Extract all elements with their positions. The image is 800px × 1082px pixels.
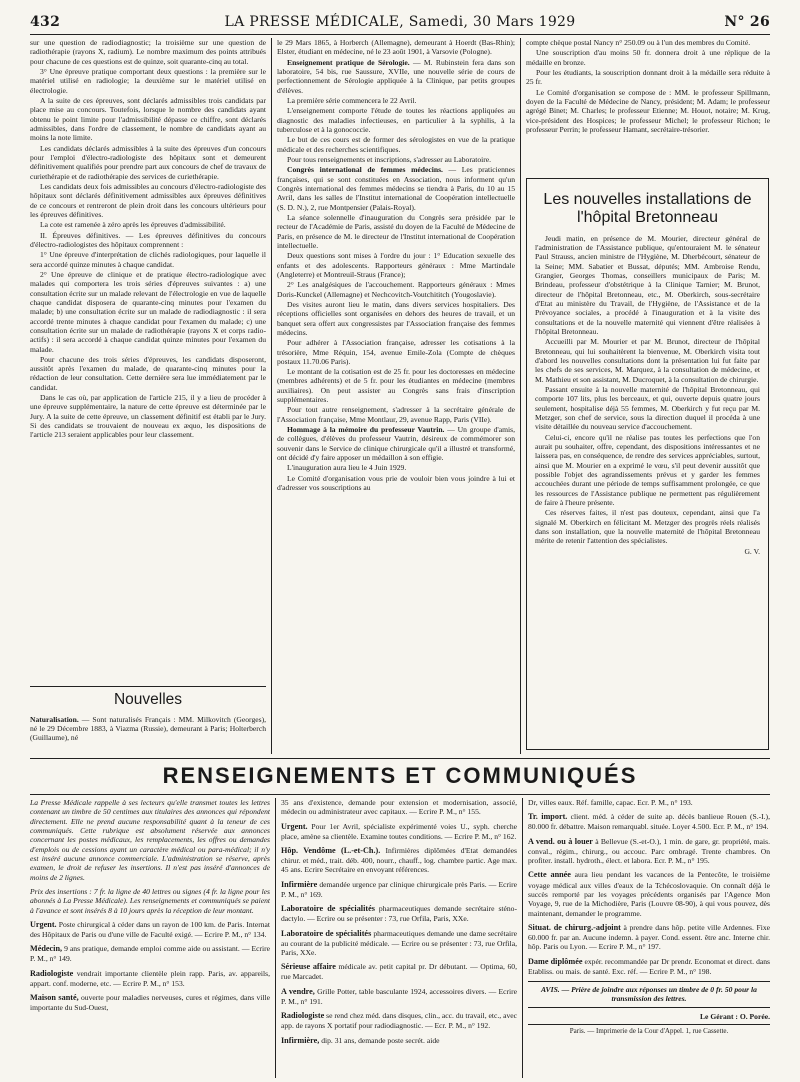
paragraph: le 29 Mars 1865, à Horberch (Allemagne), demeurant à Hoerdt (Bas-Rhin); Elster, étudiant en médecine, né le 23 août 1901, à Varsovie (Pologne). [277,38,515,57]
ad-text: expér. recommandée par Dr prendr. Economat et direct. dans Etabliss. ou mais. de santé. Exc. réf. — Ecrire P. M., n° 198. [528,956,770,976]
paragraph: Ces réserves faites, il n'est pas douteux, cependant, ainsi que l'a signalé M. Oberkirch en félicitant M. Metzger des progrès réels réalisés dans son installation, que la nouvelle maternité de l'hôpital Bretonneau mérite de retenir l'attention des spécialistes. [535,508,760,546]
paragraph: Jeudi matin, en présence de M. Mourier, directeur général de l'administration de l'Assistance publique, qu'entouraient M. le sénateur Paul Strauss, ancien ministre de l'Hygiène, M. Dherbécourt, sénateur de la Seine; MM. Sabatier et Bussat, députés; MM. Ambroise Rendu, Grangier, Georges Thomas, conseillers municipaux de Paris; M. Brindeau, professeur d'obstétrique à la Clinique Tarnier; M. Brunot, directeur de l'hôpital Bretonneau, etc., M. Oberkirch, sous-secrétaire d'Etat au ministère du Travail, de l'Hygiène, de l'Assistance et de la Prévoyance sociales, a procédé à l'inauguration et à la visite des consultations et de la nouvelle maternité qui viennent d'être réalisées à l'hôpital Bretonneau. [535,233,760,337]
top-column-1 [30,38,266,686]
ad-lead: A vend. ou à louer [528,836,593,846]
paragraph: Dans le cas où, par application de l'article 215, il y a lieu de procéder à une épreuve supplémentaire, la nature de cette épreuve est déterminée par le Jury. A la suite de cette épreuve, un classement définitif est établi par le Jury. Si des candidats se trouvaient de nouveau ex æquo, les dispositions de l'article 213 seraient applicables pour leur classement. [30,393,266,440]
ad-text: pharmaceutiques demande une dame secrétaire au courant de la publicité médicale. — Ecrire ou se présenter : 73, rue Orfila, Paris, XXe. [281,928,517,958]
classified-ad [281,798,517,817]
classified-ad [30,969,270,988]
column-divider-2 [520,38,521,754]
serologie-section [277,58,515,95]
ads-list-3 [528,798,770,976]
ads-column-2 [281,798,517,1078]
top-column-3 [526,38,770,176]
paragraph: La séance solennelle d'inauguration du Congrès sera présidée par le recteur de l'Académie de Paris, assisté du doyen de la Faculté de Médecine de Paris, en présence de M. le directeur de l'Institut international de Coopération intellectuelle. [277,212,515,250]
vautrin-section-heading: Hommage à la mémoire du professeur Vautrin. [287,425,445,435]
ad-lead: Tr. import. [528,812,568,822]
nouvelles-section [30,686,266,756]
ad-text: Pour 1er Avril, spécialiste expérimenté voies U., syph. cherche place, amène sa clientèle. Examine toutes conditions. — Ecrire P. M., n° 162. [281,821,517,841]
gerant-signature: Le Gérant : O. Porée. [699,1011,770,1021]
serologie-section-heading: Enseignement pratique de Sérologie. [287,57,410,67]
ad-lead: Dame diplômée [528,956,583,966]
classified-ad [281,987,517,1006]
paragraph: 2° Une épreuve de clinique et de pratique électro-radiologique avec malades qui comportera les trois séries d'épreuves suivantes : a) une consultation écrite sur un malade relevant de l'électrologie en vue de laquelle chaque candidat disposera de quarante-cinq minutes pour l'examen du malade; b) une consultation écrite sur un malade de radiodiagnostic : il sera accordé trente minutes à chaque candidat pour l'examen du malade; c) une consultation écrite sur un malade de radiothérapie (rayons X et corps radio-actifs) : il sera accordé à chaque candidat quinze minutes pour l'examen du malade. [30,269,266,354]
ads-divider-1 [275,798,276,1078]
classified-ad [281,904,517,923]
page-number: 432 [30,14,61,30]
ad-text: demandée urgence par clinique chirurgicale près Paris. — Ecrire P. M., n° 169. [281,879,517,899]
ad-text: Dr, villes eaux. Réf. famille, capac. Ecr. P. M., n° 193. [528,798,693,807]
paragraph: Le montant de la cotisation est de 25 fr. pour les doctoresses en médecine (membres adhérents) et de 5 fr. pour les étudiantes en médecine (membres auxiliaires). On peut assister au Congrès sans frais d'inscription supplémentaires. [277,367,515,405]
banner-top-rule [30,758,770,759]
paragraph: A la suite de ces épreuves, sont déclarés admissibles trois candidats par place mise au concours. Toutefois, lorsque le nombre des candidats ayant obtenu le point limite pour l'admissibilité dépasse ce chiffre, sont déclarés admissibles, dans l'ordre de classement, le nombre de candidats ayant au moins la note limite. [30,95,266,143]
nouvelles-top-rule [30,686,266,687]
classified-ad [281,962,517,981]
article-signature: G. V. [744,546,760,556]
paragraph: sur une question de radiodiagnostic; la troisième sur une question de radiothérapie (rayons X, radium). Le nombre maximum des points attribués pour chacune de ces questions est de quinze, soit quarante-cinq au total. [30,38,266,66]
classified-ad [528,870,770,917]
paragraph: Le but de ces cours est de former des sérologistes en vue de la pratique médicale et des recherches scientifiques. [277,135,515,154]
ad-lead: Maison santé, [30,993,79,1003]
banner-bottom-rule [30,794,770,795]
ad-text: se rend chez méd. dans disques, clin., acc. du travail, etc., avec app. de rayons X portatif pour radiodiagnostic. — Ecr. P. M., n° 192. [281,1011,517,1031]
bretonneau-title: Les nouvelles installations de l'hôpital Bretonneau [543,191,752,227]
paragraph: Deux questions sont mises à l'ordre du jour : 1° Education sexuelle des enfants et des adolescents. Rapporteurs généraux : Mme Martindale (Angleterre) et Montreuil-Straus (France); [277,251,515,279]
ad-text: Grille Potter, table basculante 1924, accessoires divers. — Ecrire P. M., n° 191. [281,986,517,1006]
paragraph: Le Comité d'organisation vous prie de vouloir bien vous joindre à lui et d'adresser vos souscriptions au [277,473,515,493]
paragraph: Accueilli par M. Mourier et par M. Brunot, directeur de l'hôpital Bretonneau, qui lui souhaitèrent la bienvenue, M. Oberkirch visita tout d'abord les nouvelles consultations dont la présentation lui fut faite par les chefs de ses services, M. Marquez, à la consultation de médecine, et M. Mathieu et son assistant, M. Ducroquet, à la consultation de chirurgie. [535,337,760,384]
naturalisation-heading: Naturalisation. [30,714,79,724]
classified-ad [281,929,517,958]
paragraph: 1° Une épreuve d'interprétation de clichés radiologiques, pour laquelle il sera accordé quinze minutes à chaque candidat. [30,250,266,269]
paragraph: La première série commencera le 22 Avril. [287,95,417,105]
ads-column-1 [30,798,270,1078]
paragraph: Le Comité d'organisation se compose de : MM. le professeur Spillmann, doyen de la Faculté de Médecine de Nancy, président; M. Adam; le professeur agrégé Binet; M. Charles; le professeur Etienne; M. Houot, notaire; M. Krug, vice-président des Hospices; le professeur Michel; le professeur Richon; le professeur Perrin; le professeur Hamant, secrétaire-trésorier. [526,87,770,134]
classified-ad [281,822,517,841]
avis-box [528,981,770,1008]
ad-lead: A vendre, [281,986,315,996]
ad-lead: Hôp. Vendôme (L.-et-Ch.). [281,846,381,856]
ad-text: aura lieu pendant les vacances de la Pentecôte, le troisième voyage médical aux villes d'eaux de la Tchécoslovaquie. On connaît déjà le succès remporté par les voyages précédents organisés par l'Agence Mon Voyage, 9, rue de la Michodière, Paris (Louvre 08-90), à qui vous pouvez, dès maintenant, demander le programme. [528,870,770,918]
ad-lead: Cette année [528,870,571,880]
serologie-section-text: — M. Rubinstein fera dans son laboratoire, 54 bis, rue Saussure, XVIIe, une nouvelle série de cours de perfectionnement de Sérologie appliquée à la Clinique, par petits groupes d'élèves. [277,57,515,95]
paragraph: II. Épreuves définitives. — Les épreuves définitives du concours d'électro-radiologistes des hôpitaux comprennent : [30,230,266,249]
paragraph: Des visites auront lieu le matin, dans divers services hospitaliers. Des réceptions officielles sont organisées en dehors des heures de travail, et un banquet sera offert aux congressistes par l'Association française des femmes médecins. [277,299,515,337]
paragraph: Passant ensuite à la nouvelle maternité de l'hôpital Bretonneau, qui comporte 107 lits, plus les berceaux, et qui, ouverte depuis quatre jours seulement, hospitalise déjà 55 femmes, M. Oberkirch y fut reçu par M. Metzger, son chef de service, sous la direction duquel il procéda à une visite détaillée du nouveau service d'accouchement. [535,385,760,432]
top-column-2 [277,38,515,756]
paragraph: Pour tous renseignements et inscriptions, s'adresser au Laboratoire. [287,154,492,164]
page-header [30,10,770,32]
ads-column-3 [528,798,770,1078]
classified-ad [30,993,270,1012]
ad-text: à prendre dans hôp. petite ville Ardennes. Fixe 60.000 fr. par an. Aucune indemn. à payer. Cond. essent. être anc. Interne chir. hôp. Paris ou Lyon. — Ecrire P. M., n° 197. [528,922,770,952]
ad-text: Infirmières diplômées d'Etat demandées chirur. et méd., trait. déb. 400, nourr., chauff., log. chambre partic. Age max. 45 ans. Ecrire Secrétaire en envoyant références. [281,846,517,875]
ad-lead: Radiologiste [281,1011,325,1021]
ads-intro: La Presse Médicale rappelle à ses lecteurs qu'elle transmet toutes les lettres contenant un timbre de 50 centimes aux titulaires des annonces qui répondent directement. Elle ne prend aucune responsabilité quant à la teneur de ces communiqués. Cette rubrique est absolument réservée aux annonces concernant les postes médicaux, les remplacements, les offres ou demandes d'emplois ou de cessions ayant un caractère médical ou para-médical; il n'y est inséré aucune annonce commerciale. L'administration se réserve, après examen, le droit de refuser les insertions. Il n'est pas inséré d'annonces de moins de 2 lignes. [30,798,270,882]
congres-section-heading: Congrès international de femmes médecins. [287,165,443,175]
paragraph: Une souscription d'au moins 50 fr. donnera droit à une réplique de la médaille en bronze. [526,48,770,67]
paragraph: L'inauguration aura lieu le 4 Juin 1929. [287,463,407,473]
column-divider-1 [271,38,272,754]
ad-lead: Infirmière [281,879,318,889]
nouvelles-title: Nouvelles [113,691,183,708]
ad-text: 9 ans pratique, demande emploi comme aide ou assistant. — Ecrire P. M., n° 149. [30,944,270,964]
avis-notice: AVIS. — Prière de joindre aux réponses un timbre de 0 fr. 50 pour la transmission des lettres. [541,985,757,1004]
paragraph: Les candidats déclarés admissibles à la suite des épreuves d'un concours pour l'emploi d'électro-radiologiste des hôpitaux sont et demeurent définitivement qualifiés pour prendre part aux concours de chef de travaux de curiethérapie et de radiothérapie des services de curiethérapie. [30,143,266,181]
ads-list-2 [281,798,517,1046]
ads-list-1 [30,920,270,1013]
classified-ad [30,944,270,963]
paragraph: L'enseignement comporte l'étude de toutes les réactions appliquées au diagnostic des maladies infectieuses, en particulier à la syphilis, à la tuberculose et à la gonococcie. [277,106,515,134]
newspaper-title: LA PRESSE MÉDICALE, Samedi, 30 Mars 1929 [224,14,576,30]
vautrin-section-text: — Un groupe d'amis, de collègues, d'élèves du professeur Vautrin, désireux de commémorer son souvenir dans le Service de clinique chirurgicale qu'il a illustré et transformé, ont décidé d'y faire apposer un médaillon à son effigie. [277,425,515,463]
ad-lead: Radiologiste [30,968,74,978]
renseignements-banner: RENSEIGNEMENTS ET COMMUNIQUÉS [162,763,638,788]
classified-ad [528,798,770,807]
bretonneau-article [535,187,760,743]
classified-ad [281,846,517,875]
ad-lead: Laboratoire de spécialités [281,904,375,914]
bretonneau-article-box [526,178,769,750]
congres-section [277,165,515,212]
paragraph: Pour adhérer à l'Association française, adresser les cotisations à la trésorière, Mme Réquin, 154, avenue Emile-Zola (Compte de chèques postaux 11.70.06 Paris). [277,338,515,366]
ads-divider-2 [522,798,523,1078]
ad-lead: Médecin, [30,944,63,954]
ads-prices: Prix des insertions : 7 fr. la ligne de 40 lettres ou signes (4 fr. la ligne pour les abonnés à La Presse Médicale). Les renseignements et communiqués se paient à l'avance et sont insérés 8 à 10 jours après la réception de leur montant. [30,886,270,915]
ad-text: 35 ans d'existence, demande pour extension et modernisation, associé, médecin ou administrateur avec capitaux. — Ecrire P. M., n° 155. [281,798,517,817]
paragraph: Les candidats deux fois admissibles au concours d'électro-radiologiste des hôpitaux sont déclarés définitivement admissibles aux épreuves définitives de ce concours et rentreront de plein droit dans les concours ultérieurs pour les épreuves définitives. [30,181,266,219]
paragraph: 2° Les analgésiques de l'accouchement. Rapporteurs généraux : Mmes Doris-Kunckel (Allemagne) et Nechcovitch-Voutchititch (Yougoslavie). [277,280,515,299]
ad-lead: Urgent. [281,821,308,831]
congres-section-text: — Les praticiennes françaises, qui se sont constituées en Association, nous informent qu'un Congrès international des femmes médecins se tiendra à Paris, du 10 au 15 Avril, dans les salles de l'Institut international de Coopération intellectuelle (S. D. N.), 2, rue Montpensier (Palais-Royal). [277,165,515,212]
ad-text: dip. 31 ans, demande poste secrét. aide [321,1035,440,1045]
paragraph: La cote est ramenée à zéro après les épreuves d'admissibilité. [40,220,226,230]
classified-ad [528,812,770,831]
ad-lead: Laboratoire de spécialités [281,928,372,938]
ad-lead: Infirmière, [281,1035,320,1045]
ad-text: ouverte pour maladies nerveuses, cures et régimes, dans ville importante du Sud-Ouest, [30,993,270,1013]
issue-number: N° 26 [724,14,770,30]
classified-ad [281,1036,517,1046]
paragraph: 3° Une épreuve pratique comportant deux questions : la première sur le matériel utilisé en radiologie; la deuxième sur le matériel utilisé en électrologie. [30,66,266,95]
ad-text: à Bellevue (S.-et-O.), 1 min. de gare, gr. propriété, mais. conval., régim., chirurg., ou accouc. Parc ombragé. Trente chambres. On profiter. install. hydroth., élect. et labora. Ecr. P. M., n° 195. [528,836,770,866]
ad-text: vendrait importante clientèle plein rapp. Paris, av. appareils, appart. conf. moderne, etc. — Ecrire P. M., n° 153. [30,968,270,988]
classified-ad [528,957,770,976]
classified-ad [528,837,770,866]
printer-line: Paris. — Imprimerie de la Cour d'Appel. 1, rue Cassette. [528,1024,770,1036]
ad-lead: Sérieuse affaire [281,962,336,972]
ad-text: Poste chirurgical à céder dans un rayon de 100 km. de Paris. Internat des Hôpitaux de Paris ou d'une ville de Faculté exigé. — Ecrire P. M., n° 134. [30,919,270,940]
header-rule [30,34,770,35]
ad-text: médicale av. petit capital pr. Dr débutant. — Optima, 60, rue Marcadet. [281,962,517,982]
classified-ad [281,880,517,899]
ad-lead: Urgent. [30,919,57,929]
paragraph: Pour les étudiants, la souscription donnant droit à la médaille sera réduite à 25 fr. [526,67,770,87]
paragraph: Pour tout autre renseignement, s'adresser à la secrétaire générale de l'Association française, Mme Montlaur, 29, avenue Rapp, Paris (VIIe). [277,405,515,424]
ad-text: client. méd. à céder de suite ap. décès banlieue Rouen (S.-I.), 80.000 fr. débattre. Maison remarquabl. située. Loyer 4.500. Ecr. P. M., n° 194. [528,812,770,832]
paragraph: compte chèque postal Nancy n° 250.09 ou à l'un des membres du Comité. [526,38,751,47]
paragraph: Pour chacune des trois séries d'épreuves, les candidats disposeront, aussitôt après l'examen du malade, de quarante-cinq minutes pour la rédaction de leur consultation. Cette dernière sera lue immédiatement par le candidat. [30,354,266,392]
naturalisation-paragraph [30,715,266,743]
ad-text: pharmaceutiques demande secrétaire sténo-dactylo. — Ecrire ou se présenter : 73, rue Orfila, Paris, XXe. [281,904,517,924]
naturalisation-text: — Sont naturalisés Français : MM. Milkovitch (Georges), né le 29 Décembre 1883, à Viazma (Russie), demeurant à Paris; Holterberch (Guillaume), né [30,714,266,743]
ad-lead: Situat. de chirurg.-adjoint [528,922,621,932]
paragraph: Celui-ci, encore qu'il ne réalise pas toutes les perfections que l'on aurait pu souhaiter, offre, cependant, des dispositions intéressantes et ne laissera pas, en conséquence, de rendre des services appréciables, surtout, ainsi que M. Mourier en a exprimé le vœu, s'il peut devenir aussitôt que possible l'objet des agrandissements prévus et y garder les femmes accouchées durant une période de temps suffisamment prolongée, ce que les ressources de l'Assistance publique ne permettent pas régulièrement de faire à l'heure présente. [535,432,760,507]
classified-ad [281,1011,517,1030]
classified-ad [30,920,270,939]
classified-ad [528,923,770,952]
vautrin-section [277,425,515,462]
